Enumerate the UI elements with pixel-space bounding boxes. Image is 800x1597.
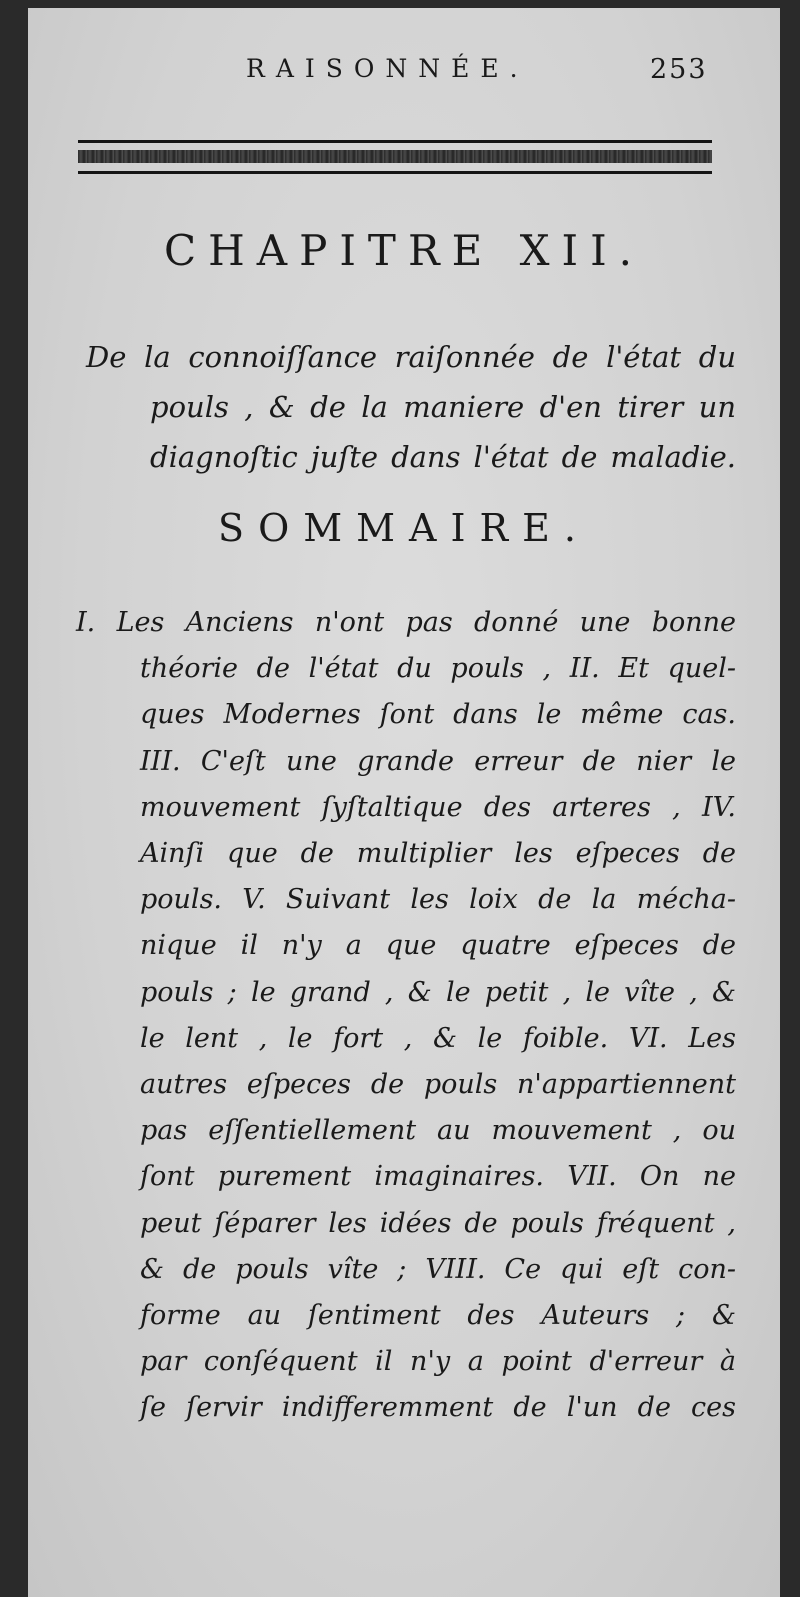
sommaire-text xyxy=(76,600,736,1432)
text-line: pas eſſentiellement au mouvement , ou xyxy=(140,1115,736,1147)
text-line: pouls ; le grand , & le petit , le vîte , & xyxy=(140,976,736,1008)
text-line: ques Modernes ſont dans le même cas. xyxy=(140,699,736,731)
sommaire-heading: SOMMAIRE. xyxy=(218,506,590,550)
text-line: nique il n'y a que quatre eſpeces de xyxy=(140,930,736,962)
page-header xyxy=(28,54,780,104)
text-line: forme au ſentiment des Auteurs ; & xyxy=(140,1300,736,1332)
text-line: le lent , le fort , & le foible. VI. Les xyxy=(140,1022,736,1054)
text-line: Ainſi que de multiplier les eſpeces de xyxy=(140,838,736,870)
text-line: autres eſpeces de pouls n'appartiennent xyxy=(140,1069,736,1101)
text-line: & de pouls vîte ; VIII. Ce qui eſt con- xyxy=(140,1253,736,1285)
text-line: ſont purement imaginaires. VII. On ne xyxy=(140,1161,736,1193)
subtitle-line: diagnoſtic juſte dans l'état de maladie. xyxy=(150,440,736,474)
subtitle-line: pouls , & de la maniere d'en tirer un xyxy=(150,390,736,424)
text-line: III. C'eſt une grande erreur de nier le xyxy=(140,745,736,777)
running-title: RAISONNÉE. xyxy=(246,54,529,83)
text-line: théorie de l'état du pouls , II. Et quel- xyxy=(140,653,736,685)
text-line: par conſéquent il n'y a point d'erreur à xyxy=(140,1346,736,1378)
book-page xyxy=(28,8,780,1597)
text-line: pouls. V. Suivant les loix de la mécha- xyxy=(140,884,736,916)
text-line: ſe ſervir indifferemment de l'un de ces xyxy=(140,1392,736,1424)
page-number: 253 xyxy=(650,54,708,85)
text-line: peut ſéparer les idées de pouls fréquent , xyxy=(140,1207,736,1239)
chapter-subtitle xyxy=(86,332,736,482)
text-line: mouvement ſyſtaltique des arteres , IV. xyxy=(140,791,736,823)
subtitle-line: De la connoiſſance raiſonnée de l'état du xyxy=(86,340,736,374)
decorative-rule xyxy=(78,140,712,176)
text-line: I. Les Anciens n'ont pas donné une bonne xyxy=(76,607,736,638)
chapter-title: CHAPITRE XII. xyxy=(163,226,645,275)
